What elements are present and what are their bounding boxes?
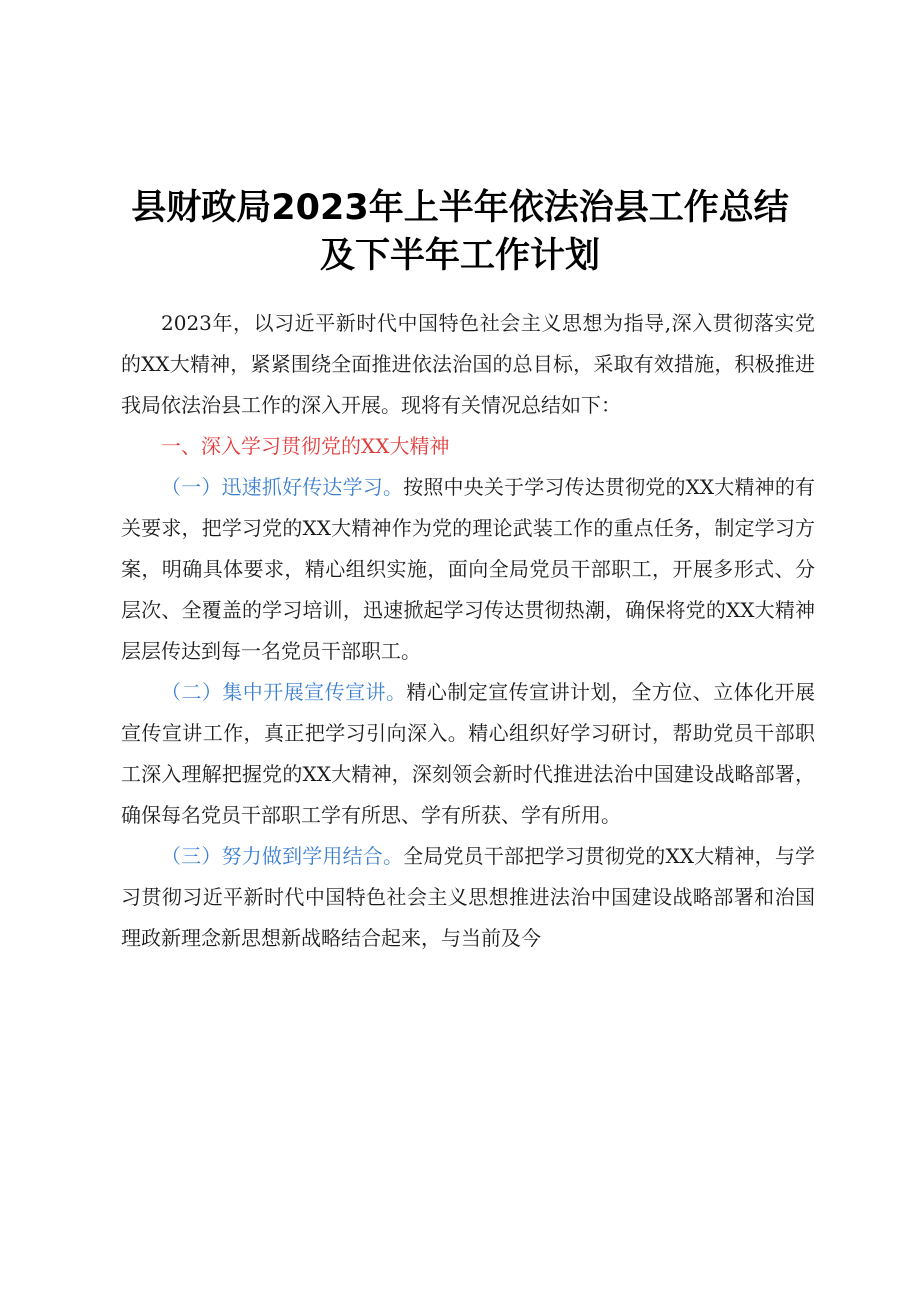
item-label-2: （二）集中开展宣传宣讲。	[161, 680, 407, 704]
item-text-1: 按照中央关于学习传达贯彻党的XX大精神的有关要求，把学习党的XX大精神作为党的理论武装工作的重点任务，制定学习方案，明确具体要求，精心组织实施，面向全局党员干部职工，开展多形式、分层次、全覆盖的学习培训，迅速掀起学习传达贯彻热潮，确保将党的XX大精神层层传达到每一名党员干部职工。	[121, 475, 815, 663]
intro-paragraph: 2023年，以习近平新时代中国特色社会主义思想为指导,深入贯彻落实党的XX大精神，紧紧围绕全面推进依法治国的总目标，采取有效措施，积极推进我局依法治县工作的深入开展。现将有关情况总结如下：	[121, 311, 815, 417]
item-label-1: （一）迅速抓好传达学习。	[161, 475, 404, 499]
document-body	[121, 303, 815, 959]
item-label-3: （三）努力做到学用结合。	[161, 844, 404, 868]
document-title-line-1: 县财政局2023年上半年依法治县工作总结	[131, 188, 789, 228]
item-text-2: 精心制定宣传宣讲计划，全方位、立体化开展宣传宣讲工作，真正把学习引向深入。精心组织好学习研讨，帮助党员干部职工深入理解把握党的XX大精神，深刻领会新时代推进法治中国建设战略部署，确保每名党员干部职工学有所思、学有所获、学有所用。	[121, 680, 816, 827]
item-paragraph-3	[121, 836, 815, 959]
item-paragraph-1	[121, 467, 815, 672]
item-text-3: 全局党员干部把学习贯彻党的XX大精神，与学习贯彻习近平新时代中国特色社会主义思想推进法治中国建设战略部署和治国理政新理念新思想新战略结合起来，与当前及今	[121, 844, 815, 950]
document-title-line-2: 及下半年工作计划	[319, 236, 600, 276]
section-heading-1: 一、深入学习贯彻党的XX大精神	[161, 434, 450, 458]
item-paragraph-2	[121, 672, 815, 836]
